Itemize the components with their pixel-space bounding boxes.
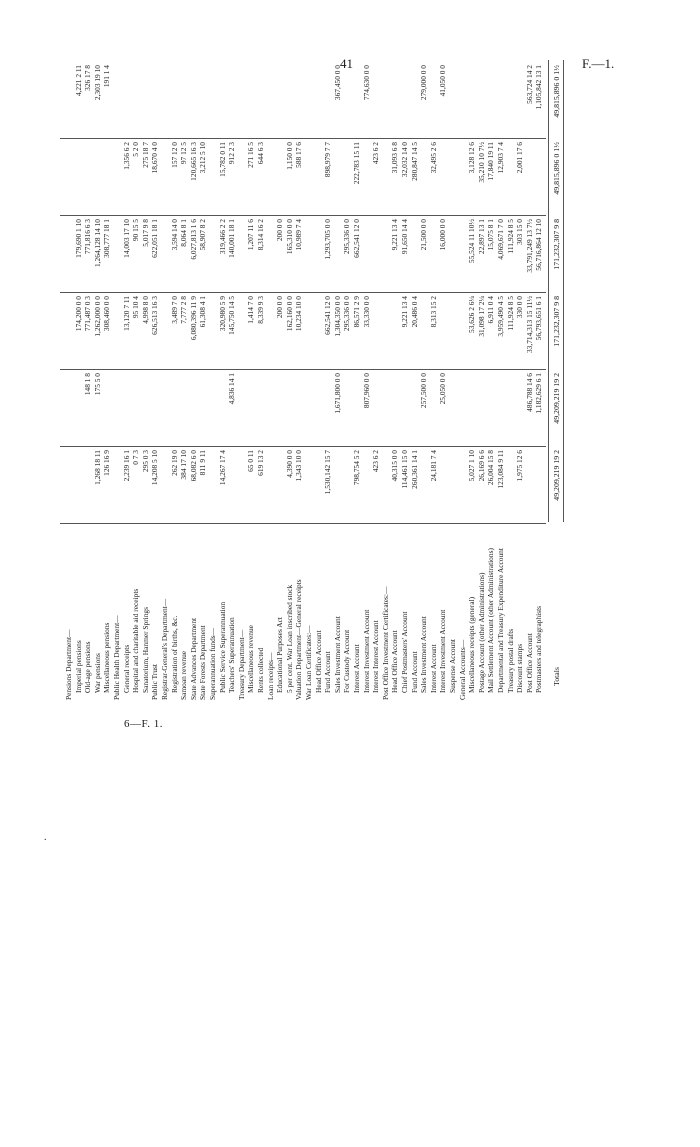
row-label: Interest Interest Account — [371, 620, 381, 693]
row-label: For Custody Account — [342, 629, 352, 693]
totals-rule — [563, 60, 564, 522]
amount-cell: 3,594 14 0 — [169, 219, 179, 251]
table-row — [438, 60, 447, 700]
amount-cell: 1,304,350 0 0 — [332, 296, 342, 337]
amount-cell: 326 17 8 — [83, 65, 93, 91]
amount-cell: 8,313 15 2 — [428, 296, 438, 328]
row-label: Pensions Department— — [64, 629, 73, 700]
amount-cell: 86,571 2 9 — [352, 296, 361, 328]
amount-cell: 10,234 10 0 — [294, 296, 304, 332]
amount-cell: 563,724 14 2 — [524, 65, 534, 104]
amount-cell: 912 2 3 — [227, 142, 237, 165]
amount-cell: 31,093 6 8 — [390, 142, 400, 174]
amount-cell: 4,221 2 11 — [73, 65, 83, 97]
amount-cell: 320,980 5 9 — [217, 296, 227, 332]
row-label: Fund Account — [409, 651, 419, 693]
row-label: Imperial pensions — [73, 640, 83, 693]
amount-cell: 644 6 3 — [256, 142, 265, 165]
amount-cell: 123,084 9 11 — [496, 450, 505, 489]
row-label: Sales Investment Account — [419, 616, 429, 693]
amount-cell: 295,336 0 0 — [342, 219, 352, 255]
table-row — [218, 60, 227, 700]
row-label: War Loan Certificates:— — [304, 625, 313, 700]
amount-cell: 308,777 18 1 — [102, 219, 112, 258]
amount-cell: 6,911 0 4 — [486, 296, 496, 324]
row-label: Valuation Department—General receipts — [294, 579, 304, 700]
amount-cell: 4,069,671 7 0 — [496, 219, 505, 260]
amount-cell: 6,080,396 11 9 — [188, 296, 198, 341]
amount-cell: 811 9 11 — [198, 450, 208, 476]
table-row — [477, 60, 486, 700]
amount-cell: 3,212 5 10 — [198, 142, 208, 174]
amount-cell: 1,414 7 0 — [246, 296, 256, 324]
row-label: Postage Account (other Administrations) — [476, 572, 486, 693]
row-label: War pensions — [92, 653, 102, 693]
table-row — [342, 60, 351, 700]
amount-cell: 308,460 0 0 — [102, 296, 112, 332]
row-label: Loan receipts— — [265, 652, 275, 700]
amount-cell: 15,075 8 1 — [486, 219, 496, 251]
amount-cell: 200 0 0 — [275, 296, 285, 319]
table-row — [198, 60, 207, 700]
document-code: F.—1. — [582, 56, 615, 71]
amount-cell: 1,262,000 0 0 — [92, 296, 102, 337]
amount-cell: 384 17 10 — [179, 450, 189, 480]
amount-cell: 140,001 18 1 — [227, 219, 237, 258]
amount-cell: 7,777 2 8 — [179, 296, 189, 324]
amount-cell: 14,208 5 10 — [150, 450, 160, 486]
row-label: Samoan revenue — [179, 650, 189, 700]
amount-cell: 275 18 7 — [140, 142, 150, 168]
amount-cell: 41,050 0 0 — [438, 65, 448, 97]
amount-cell: 90 15 5 — [131, 219, 141, 242]
row-label: Miscellaneous receipts (general) — [467, 596, 477, 693]
row-label: Treasury Department— — [236, 629, 246, 700]
totals-rule — [548, 60, 549, 522]
amount-cell: 1,268 18 11 — [92, 450, 102, 485]
row-label: Interest Investment Account — [361, 609, 371, 693]
amount-cell: 5,017 9 8 — [140, 219, 150, 247]
table-row — [102, 60, 111, 700]
table-row — [410, 60, 419, 700]
amount-cell: 1,356 6 2 — [121, 142, 131, 170]
amount-cell: 262 19 0 — [169, 450, 179, 476]
amount-cell: 175 5 0 — [92, 373, 102, 396]
row-label: Registration of births, &c. — [169, 615, 179, 693]
table-row — [419, 60, 428, 700]
page-number: 41 — [340, 56, 353, 71]
amount-cell: 423 6 2 — [371, 450, 381, 473]
total-cell: 49,209,219 19 2 — [552, 450, 561, 501]
totals-label: Totals — [552, 667, 561, 686]
amount-cell: 8,339 9 3 — [256, 296, 265, 324]
amount-cell: 5 2 0 — [131, 142, 141, 157]
table-row — [352, 60, 361, 700]
amount-cell: 588 17 6 — [294, 142, 304, 168]
row-label: Head Office Account — [390, 630, 400, 693]
row-label: Registrar-General's Department— — [160, 598, 169, 700]
amount-cell: 126 16 9 — [102, 450, 112, 476]
row-label: Old-age pensions — [83, 641, 93, 693]
amount-cell: 8,064 8 1 — [179, 219, 189, 247]
table-row — [83, 60, 92, 700]
row-label: Head Office Account — [313, 630, 323, 693]
amount-cell: 95 10 4 — [131, 296, 141, 319]
total-cell: 49,815,896 0 1½ — [552, 65, 561, 118]
table-row — [314, 60, 323, 700]
amount-cell: 13,120 7 11 — [121, 296, 131, 331]
row-label: Treasury postal drafts — [505, 628, 515, 693]
row-label: Post Office Account — [524, 633, 534, 693]
amount-cell: 807,960 0 0 — [361, 373, 371, 409]
row-label: Discount stamps — [515, 643, 525, 693]
row-label: Miscellaneous revenue — [246, 625, 256, 693]
amount-cell: 898,979 7 7 — [323, 142, 333, 178]
amount-cell: 1,343 10 0 — [294, 450, 304, 482]
table-row — [227, 60, 236, 700]
rotated-accounts-table — [60, 60, 620, 700]
amount-cell: 2,239 16 1 — [121, 450, 131, 482]
amount-cell: 8,314 16 2 — [256, 219, 265, 251]
amount-cell: 1,207 11 6 — [246, 219, 256, 251]
table-row — [208, 60, 217, 700]
amount-cell: 20,486 0 4 — [409, 296, 419, 328]
row-label: Postmasters and telegraphists — [534, 605, 544, 693]
amount-cell: 1,105,842 13 1 — [534, 65, 544, 110]
row-label: Interest Account — [428, 644, 438, 693]
total-cell: 171,232,307 9 8 — [552, 296, 561, 347]
total-cell: 49,815,896 0 1½ — [552, 142, 561, 195]
amount-cell: 33,714,313 15 11½ — [524, 296, 534, 354]
amount-cell: 798,754 5 2 — [352, 450, 361, 486]
amount-cell: 114,461 15 0 — [400, 450, 409, 489]
amount-cell: 65 0 11 — [246, 450, 256, 472]
amount-cell: 1,975 12 6 — [515, 450, 525, 482]
amount-cell: 26,004 15 8 — [486, 450, 496, 486]
row-label: Sanatorium, Hanmer Springs — [140, 606, 150, 693]
totals-row — [552, 60, 561, 700]
amount-cell: 619 13 2 — [256, 450, 265, 476]
amount-cell: 10,989 7 4 — [294, 219, 304, 251]
table-row — [467, 60, 476, 700]
row-label: Interest Account — [352, 644, 361, 693]
table-row — [141, 60, 150, 700]
table-row — [179, 60, 188, 700]
amount-cell: 771,816 6 3 — [83, 219, 93, 255]
table-row — [323, 60, 332, 700]
table-row — [122, 60, 131, 700]
row-label: Mail Settlement Account (other Administrations) — [486, 548, 496, 693]
amount-cell: 4,390 0 0 — [284, 450, 294, 478]
amount-cell: 22,897 13 1 — [476, 219, 486, 255]
amount-cell: 33,791,249 13 7½ — [524, 219, 534, 273]
table-row — [371, 60, 380, 700]
amount-cell: 56,793,651 6 1 — [534, 296, 544, 341]
table-row — [74, 60, 83, 700]
amount-cell: 14,003 17 10 — [121, 219, 131, 258]
amount-cell: 1,182,629 6 1 — [534, 373, 544, 414]
row-label: Miscellaneous pensions — [102, 622, 112, 693]
table-row — [458, 60, 467, 700]
amount-cell: 55,524 11 10½ — [467, 219, 477, 264]
row-label: Public Health Department— — [112, 615, 121, 700]
amount-cell: 303 15 0 — [515, 219, 525, 245]
row-label: Departmental and Treasury Expenditure Account — [496, 548, 505, 693]
amount-cell: 279,000 0 0 — [419, 65, 429, 101]
amount-cell: 12,903 7 4 — [496, 142, 505, 174]
stray-mark: . — [44, 832, 47, 843]
amount-cell: 68,082 6 0 — [188, 450, 198, 482]
amount-cell: 191 1 4 — [102, 65, 112, 88]
amount-cell: 111,924 8 5 — [505, 296, 515, 331]
amount-cell: 280,847 14 5 — [409, 142, 419, 181]
amount-cell: 148 1 8 — [83, 373, 93, 396]
row-label: Teachers' Superannuation — [227, 617, 237, 693]
row-label: 5 per cent. War Loan inscribed stock — [284, 584, 294, 693]
amount-cell: 423 6 2 — [371, 142, 381, 165]
amount-cell: 14,267 17 4 — [217, 450, 227, 486]
amount-cell: 3,489 7 0 — [169, 296, 179, 324]
amount-cell: 18,670 4 0 — [150, 142, 160, 174]
row-label: Fund Account — [323, 651, 333, 693]
row-label: Hospital and charitable aid receipts — [131, 588, 141, 693]
amount-cell: 774,630 0 0 — [361, 65, 371, 101]
table-row — [525, 60, 534, 700]
row-label: Suspense Account — [448, 639, 457, 693]
total-cell: 171,232,307 9 8 — [552, 219, 561, 270]
amount-cell: 1,293,705 0 0 — [323, 219, 333, 260]
amount-cell: 9,221 13 4 — [400, 296, 409, 328]
row-label: Rents collected — [256, 647, 265, 693]
row-label: Post Office Investment Certificates:— — [380, 586, 390, 700]
table-row — [304, 60, 313, 700]
row-label: State Advances Department — [188, 617, 198, 700]
amount-cell: 120,665 16 3 — [188, 142, 198, 181]
amount-cell: 53,626 2 6¼ — [467, 296, 477, 333]
amount-cell: 626,513 16 3 — [150, 296, 160, 335]
row-label: Educational Purposes Act — [275, 617, 285, 693]
amount-cell: 24,181 7 4 — [428, 450, 438, 482]
amount-cell: 295 0 3 — [140, 450, 150, 473]
amount-cell: 260,361 14 1 — [409, 450, 419, 489]
table-row — [246, 60, 255, 700]
amount-cell: 165,310 0 0 — [284, 219, 294, 255]
amount-cell: 157 12 0 — [169, 142, 179, 168]
table-row — [506, 60, 515, 700]
amount-cell: 5,027 1 10 — [467, 450, 477, 482]
table-row — [256, 60, 265, 700]
table-row — [486, 60, 495, 700]
table-row — [93, 60, 102, 700]
amount-cell: 222,783 15 11 — [352, 142, 361, 185]
amount-cell: 1,150 0 0 — [284, 142, 294, 170]
row-label: State Forests Department — [198, 625, 208, 700]
amount-cell: 9,221 13 4 — [390, 219, 400, 251]
row-label: Public Service Superannuation — [217, 601, 227, 693]
table-row — [429, 60, 438, 700]
amount-cell: 17,840 19 11 — [486, 142, 496, 181]
amount-cell: 35,210 10 7½ — [476, 142, 486, 183]
amount-cell: 97 12 5 — [179, 142, 189, 165]
amount-cell: 3,128 12 6 — [467, 142, 477, 174]
total-cell: 49,209,219 19 2 — [552, 373, 561, 424]
row-label: Superannuation funds— — [208, 627, 217, 700]
table-row — [294, 60, 303, 700]
amount-cell: 26,169 6 6 — [476, 450, 486, 482]
amount-cell: 0 7 3 — [131, 450, 141, 465]
row-label: Chief Postmasters' Account — [400, 611, 409, 693]
amount-cell: 4,998 8 0 — [140, 296, 150, 324]
table-row — [381, 60, 390, 700]
table-row — [362, 60, 371, 700]
table-row — [160, 60, 169, 700]
amount-cell: 257,500 0 0 — [419, 373, 429, 409]
amount-cell: 32,495 2 6 — [428, 142, 438, 174]
row-label: Interest Investment Account — [438, 609, 448, 693]
amount-cell: 367,450 0 0 — [332, 65, 342, 101]
amount-cell: 40,315 0 0 — [390, 450, 400, 482]
amount-cell: 2,303 19 10 — [92, 65, 102, 101]
amount-cell: 3,959,490 4 5 — [496, 296, 505, 337]
amount-cell: 1,530,142 15 7 — [323, 450, 333, 495]
table-row — [237, 60, 246, 700]
table-row — [64, 60, 73, 700]
row-label: Public Trust — [150, 664, 160, 700]
table-row — [170, 60, 179, 700]
amount-cell: 145,750 14 5 — [227, 296, 237, 335]
amount-cell: 200 0 0 — [275, 219, 285, 242]
amount-cell: 1,671,800 0 0 — [332, 373, 342, 414]
amount-cell: 319,466 2 2 — [217, 219, 227, 255]
amount-cell: 1,264,128 14 10 — [92, 219, 102, 268]
amount-cell: 16,000 0 0 — [438, 219, 448, 251]
row-label: General Accounts— — [457, 639, 467, 700]
table-row — [285, 60, 294, 700]
amount-cell: 25,050 0 0 — [438, 373, 448, 405]
amount-cell: 2,001 17 6 — [515, 142, 525, 174]
amount-cell: 271 16 5 — [246, 142, 256, 168]
table-row — [266, 60, 275, 700]
table-row — [400, 60, 409, 700]
row-label: General receipts — [121, 644, 131, 693]
table-row — [275, 60, 284, 700]
table-row — [390, 60, 399, 700]
table-row — [333, 60, 342, 700]
amount-cell: 58,907 8 2 — [198, 219, 208, 251]
row-label: Sales Investment Account — [332, 616, 342, 693]
amount-cell: 162,160 0 0 — [284, 296, 294, 332]
table-row — [534, 60, 543, 700]
amount-cell: 32,032 14 0 — [400, 142, 409, 178]
amount-cell: 33,330 0 0 — [361, 296, 371, 328]
table-row — [189, 60, 198, 700]
amount-cell: 330 0 0 — [515, 296, 525, 319]
table-row — [131, 60, 140, 700]
table-row — [150, 60, 159, 700]
printer-signature: 6—F. 1. — [124, 718, 163, 730]
amount-cell: 4,836 14 1 — [227, 373, 237, 405]
amount-cell: 662,541 12 0 — [323, 296, 333, 335]
table-row — [496, 60, 505, 700]
amount-cell: 31,098 17 2¼ — [476, 296, 486, 337]
table-row — [112, 60, 121, 700]
amount-cell: 622,051 18 1 — [150, 219, 160, 258]
amount-cell: 21,500 0 0 — [419, 219, 429, 251]
amount-cell: 486,788 14 6 — [524, 373, 534, 412]
amount-cell: 771,487 0 3 — [83, 296, 93, 332]
amount-cell: 15,782 0 11 — [217, 142, 227, 177]
amount-cell: 111,924 8 5 — [505, 219, 515, 254]
amount-cell: 174,200 0 0 — [73, 296, 83, 332]
table-row — [448, 60, 457, 700]
amount-cell: 179,690 1 10 — [73, 219, 83, 258]
amount-cell: 295,336 0 0 — [342, 296, 352, 332]
amount-cell: 91,650 14 4 — [400, 219, 409, 255]
amount-cell: 61,308 4 1 — [198, 296, 208, 328]
amount-cell: 56,716,864 12 10 — [534, 219, 544, 271]
table-row — [515, 60, 524, 700]
amount-cell: 6,027,813 1 6 — [188, 219, 198, 260]
amount-cell: 662,541 12 0 — [352, 219, 361, 258]
